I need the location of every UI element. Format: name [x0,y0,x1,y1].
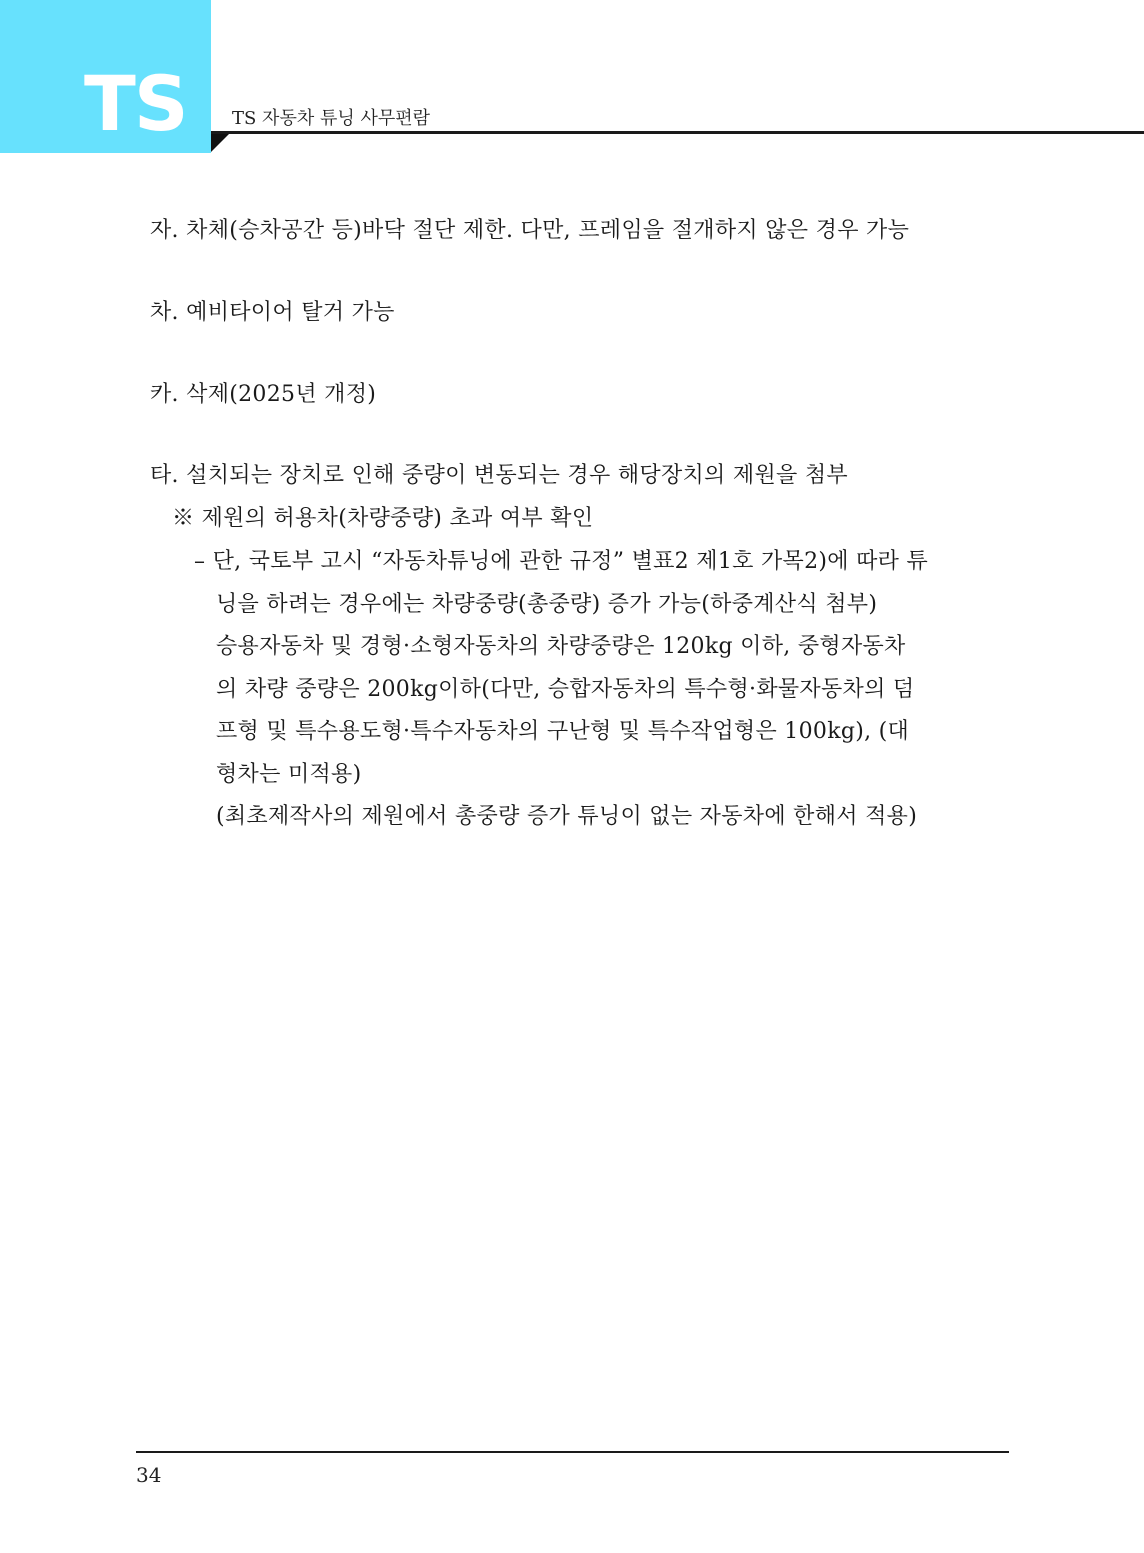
page-number: 34 [136,1463,162,1487]
running-header-title: TS 자동차 튜닝 사무편람 [232,108,430,129]
ts-logo: TS [84,59,187,148]
item-cha: 차. 예비타이어 탈거 가능 [150,300,395,325]
item-ta-sub-line: 승용자동차 및 경형·소형자동차의 차량중량은 120kg 이하, 중형자동차 [216,634,906,659]
item-ta-sub-line: 프형 및 특수용도형·특수자동차의 구난형 및 특수작업형은 100kg), (대 [216,719,910,744]
item-ja: 자. 차체(승차공간 등)바닥 절단 제한. 다만, 프레임을 절개하지 않은 경우 가능 [150,218,910,243]
item-ta-note: ※ 제원의 허용차(차량중량) 초과 여부 확인 [172,506,594,531]
item-ka: 카. 삭제(2025년 개정) [150,382,377,407]
item-ta-sub-line: 형차는 미적용) [216,762,362,787]
logo-corner-mark [211,134,229,152]
header-rule [211,131,1144,134]
footer-rule [136,1451,1009,1453]
item-ta-sub-line: – 단, 국토부 고시 “자동차튜닝에 관한 규정” 별표2 제1호 가목2)에 따라 튜 [194,549,929,574]
item-ta-sub-line: 닝을 하려는 경우에는 차량중량(총중량) 증가 가능(하중계산식 첨부) [216,592,878,617]
item-ta-sub-line: 의 차량 중량은 200kg이하(다만, 승합자동차의 특수형·화물자동차의 덤 [216,677,915,702]
ts-logo-block [0,0,211,153]
item-ta: 타. 설치되는 장치로 인해 중량이 변동되는 경우 해당장치의 제원을 첨부 [150,463,848,488]
item-ta-sub-line: (최초제작사의 제원에서 총중량 증가 튜닝이 없는 자동차에 한해서 적용) [216,804,918,829]
